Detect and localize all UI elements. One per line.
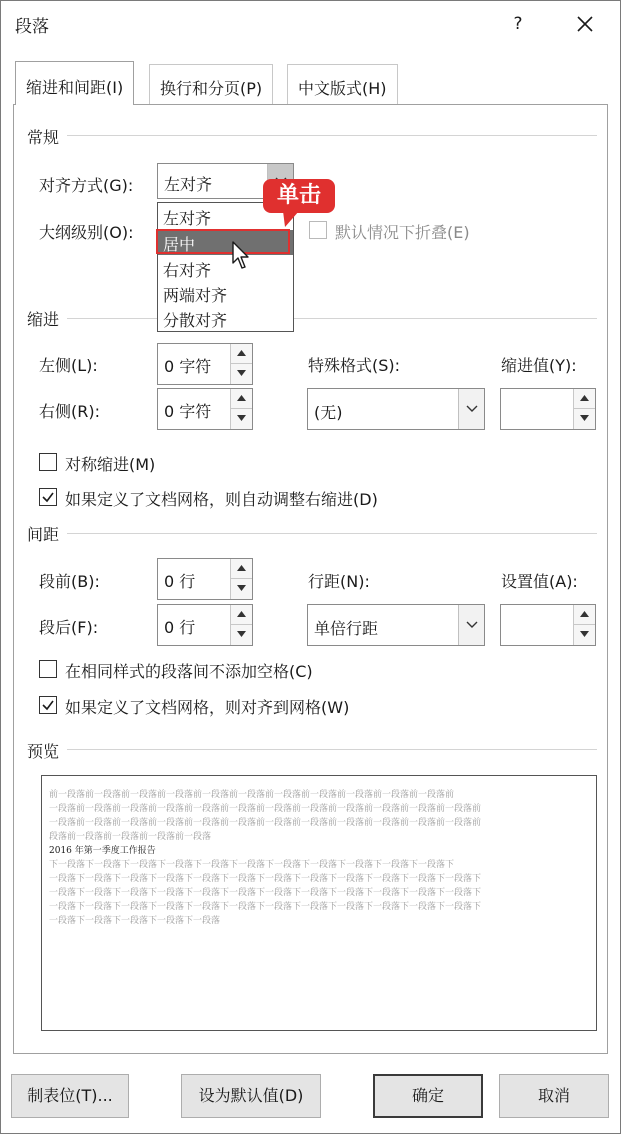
spacing-after-down[interactable] xyxy=(231,625,252,645)
arrow-down-icon xyxy=(580,631,589,637)
spacing-header: 间距 xyxy=(27,522,65,545)
tabs-button[interactable]: 制表位(T)... xyxy=(11,1074,129,1118)
checkmark-icon xyxy=(41,698,55,712)
arrow-down-icon xyxy=(580,415,589,421)
outline-level-label: 大纲级别(O): xyxy=(39,223,134,242)
mirror-indent-label: 对称缩进(M) xyxy=(65,455,156,474)
arrow-up-icon xyxy=(237,395,246,401)
checkmark-icon xyxy=(41,490,55,504)
spacing-at-label: 设置值(A): xyxy=(501,572,578,591)
arrow-down-icon xyxy=(237,631,246,637)
spacing-before-value: 0 行 xyxy=(164,572,196,591)
preview-line: 一段落下一段落下一段落下一段落下一段落下一段落下一段落下一段落下一段落下一段落下一段落下一段落下 xyxy=(49,874,482,884)
tab-line-page-breaks[interactable]: 换行和分页(P) xyxy=(149,64,273,104)
spacing-divider xyxy=(67,533,597,534)
click-callout: 单击 xyxy=(263,179,335,213)
mouse-pointer-icon xyxy=(231,241,253,271)
general-header: 常规 xyxy=(27,125,65,148)
arrow-up-icon xyxy=(237,350,246,356)
cancel-button[interactable]: 取消 xyxy=(499,1074,609,1118)
snap-to-grid-label: 如果定义了文档网格，则对齐到网格(W) xyxy=(65,698,350,717)
tab-asian-typography[interactable]: 中文版式(H) xyxy=(287,64,398,104)
indent-amount-label: 缩进值(Y): xyxy=(501,356,577,375)
help-button[interactable]: ? xyxy=(513,14,523,34)
title-bar xyxy=(1,1,620,51)
preview-line: 一段落下一段落下一段落下一段落下一段落下一段落下一段落下一段落下一段落下一段落下一段落下一段落下 xyxy=(49,902,482,912)
preview-sample-text: 2016 年第一季度工作报告 xyxy=(49,846,156,856)
ok-button[interactable]: 确定 xyxy=(373,1074,483,1118)
special-format-label: 特殊格式(S): xyxy=(308,356,401,375)
indent-amount-spinner[interactable] xyxy=(500,388,596,430)
line-spacing-label: 行距(N): xyxy=(308,572,370,591)
spacing-after-value: 0 行 xyxy=(164,618,196,637)
set-default-button[interactable]: 设为默认值(D) xyxy=(181,1074,321,1118)
indent-header: 缩进 xyxy=(27,307,65,330)
arrow-down-icon xyxy=(237,370,246,376)
arrow-up-icon xyxy=(237,611,246,617)
arrow-down-icon xyxy=(237,585,246,591)
alignment-label: 对齐方式(G): xyxy=(39,176,134,195)
close-button[interactable] xyxy=(567,7,603,41)
spacing-at-down[interactable] xyxy=(574,625,595,645)
mirror-indent-checkbox[interactable] xyxy=(39,453,57,471)
spacing-before-down[interactable] xyxy=(231,579,252,599)
arrow-up-icon xyxy=(237,565,246,571)
dropdown-option-right[interactable]: 右对齐 xyxy=(163,261,212,280)
arrow-up-icon xyxy=(580,611,589,617)
chevron-down-icon xyxy=(466,405,478,413)
indent-left-up[interactable] xyxy=(231,344,252,364)
preview-line: 一段落前一段落前一段落前一段落前一段落前一段落前一段落前一段落前一段落前一段落前一段落前一段落前 xyxy=(49,804,482,814)
indent-right-value: 0 字符 xyxy=(164,402,212,421)
dropdown-option-justify[interactable]: 两端对齐 xyxy=(163,286,228,305)
auto-adjust-indent-label: 如果定义了文档网格，则自动调整右缩进(D) xyxy=(65,490,378,509)
preview-header: 预览 xyxy=(27,739,65,762)
tab-indent-spacing[interactable]: 缩进和间距(I) xyxy=(15,61,134,105)
general-divider xyxy=(67,135,597,136)
snap-to-grid-checkbox[interactable] xyxy=(39,696,57,714)
spacing-before-up[interactable] xyxy=(231,559,252,579)
indent-left-spinner[interactable] xyxy=(157,343,253,385)
preview-line: 段落前一段落前一段落前一段落前一段落 xyxy=(49,832,212,842)
chevron-down-icon xyxy=(466,621,478,629)
close-icon xyxy=(567,7,603,41)
preview-divider xyxy=(67,749,597,750)
indent-amount-down[interactable] xyxy=(574,409,595,429)
preview-line: 前一段落前一段落前一段落前一段落前一段落前一段落前一段落前一段落前一段落前一段落前一段落前 xyxy=(49,790,455,800)
dropdown-option-left[interactable]: 左对齐 xyxy=(163,209,212,228)
line-spacing-dropdown-button[interactable] xyxy=(458,605,484,645)
dropdown-option-distributed[interactable]: 分散对齐 xyxy=(163,311,228,330)
spacing-after-spinner[interactable] xyxy=(157,604,253,646)
indent-right-down[interactable] xyxy=(231,409,252,429)
special-format-select[interactable] xyxy=(307,388,485,430)
dropdown-option-center[interactable]: 居中 xyxy=(158,230,293,255)
dialog-title: 段落 xyxy=(15,17,49,37)
no-space-same-style-checkbox[interactable] xyxy=(39,660,57,678)
preview-line: 一段落下一段落下一段落下一段落下一段落下一段落下一段落下一段落下一段落下一段落下一段落下一段落下 xyxy=(49,888,482,898)
special-format-value: (无) xyxy=(314,403,343,422)
indent-divider xyxy=(67,318,597,319)
collapse-default-label: 默认情况下折叠(E) xyxy=(335,223,470,242)
collapse-default-checkbox[interactable] xyxy=(309,221,327,239)
alignment-dropdown-list xyxy=(157,202,294,332)
spacing-before-label: 段前(B): xyxy=(39,572,100,591)
spacing-at-up[interactable] xyxy=(574,605,595,625)
spacing-before-spinner[interactable] xyxy=(157,558,253,600)
indent-right-spinner[interactable] xyxy=(157,388,253,430)
indent-amount-up[interactable] xyxy=(574,389,595,409)
preview-line: 下一段落下一段落下一段落下一段落下一段落下一段落下一段落下一段落下一段落下一段落下一段落下 xyxy=(49,860,455,870)
arrow-down-icon xyxy=(237,415,246,421)
indent-right-label: 右侧(R): xyxy=(39,402,100,421)
preview-line: 一段落前一段落前一段落前一段落前一段落前一段落前一段落前一段落前一段落前一段落前一段落前一段落前 xyxy=(49,818,482,828)
spacing-after-label: 段后(F): xyxy=(39,618,99,637)
preview-line: 一段落下一段落下一段落下一段落下一段落 xyxy=(49,916,221,926)
indent-left-label: 左侧(L): xyxy=(39,356,98,375)
spacing-after-up[interactable] xyxy=(231,605,252,625)
indent-right-up[interactable] xyxy=(231,389,252,409)
line-spacing-select[interactable] xyxy=(307,604,485,646)
callout-pointer-icon xyxy=(281,211,301,229)
auto-adjust-indent-checkbox[interactable] xyxy=(39,488,57,506)
indent-left-value: 0 字符 xyxy=(164,357,212,376)
special-format-dropdown-button[interactable] xyxy=(458,389,484,429)
line-spacing-value: 单倍行距 xyxy=(314,619,379,638)
arrow-up-icon xyxy=(580,395,589,401)
spacing-at-spinner[interactable] xyxy=(500,604,596,646)
highlight-frame xyxy=(156,229,290,254)
alignment-value: 左对齐 xyxy=(164,175,213,194)
no-space-same-style-label: 在相同样式的段落间不添加空格(C) xyxy=(65,662,313,681)
indent-left-down[interactable] xyxy=(231,364,252,384)
